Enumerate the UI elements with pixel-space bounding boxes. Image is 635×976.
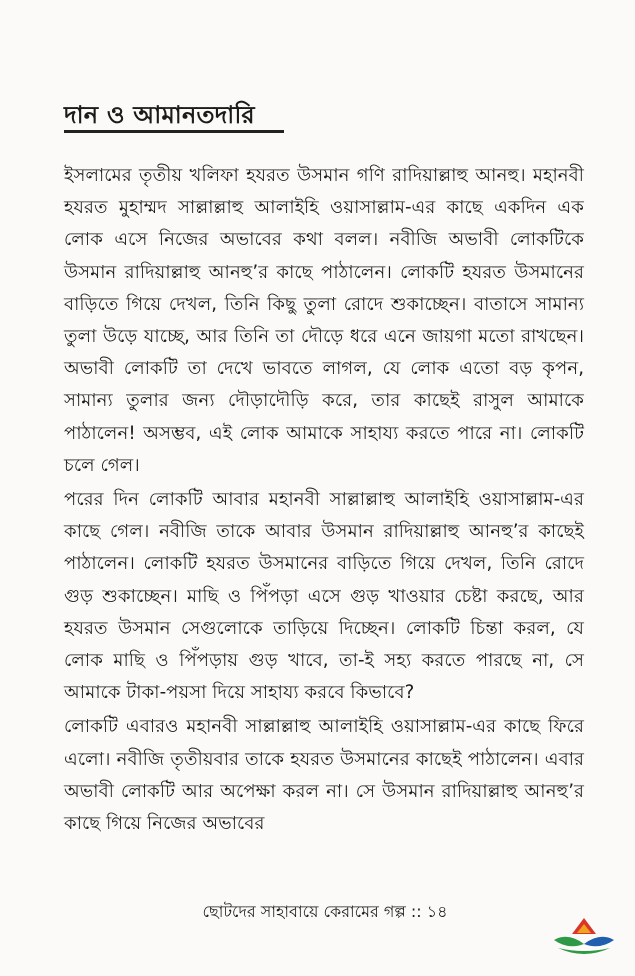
chapter-title: দান ও আমানতদারি xyxy=(64,101,255,129)
publisher-logo-icon xyxy=(548,914,620,958)
running-footer: ছোটদের সাহাবায়ে কেরামের গল্প :: ১৪ xyxy=(202,902,448,921)
paragraph-1: ইসলামের তৃতীয় খলিফা হযরত উসমান গণি রাদিয়াল্লাহু আনহু। মহানবী হযরত মুহাম্মদ সাল্লাল্লাহু আলাইহি ওয়াসাল্লাম-এর কাছে একদিন এক লোক এসে নিজের অভাবের কথা বলল। নবীজি অভাবী লোকটিকে উসমান রাদিয়াল্লাহু আনহু’র কাছে পাঠালেন। লোকটি হযরত উসমানের বাড়িতে গিয়ে দেখল, তিনি কিছু তুলা রোদে শুকাচ্ছেন। বাতাসে সামান্য তুলা উড়ে যাচ্ছে, আর তিনি তা দৌড়ে ধরে এনে জায়গা মতো রাখছেন। অভাবী লোকটি তা দেখে ভাবতে লাগল, যে লোক এতো বড় কৃপন, সামান্য তুলার জন্য দৌড়াদৌড়ি করে, তার কাছেই রাসুল আমাকে পাঠালেন! অসম্ভব, এই লোক আমাকে সাহায্য করতে পারে না। লোকটি চলে গেল। xyxy=(64,165,584,476)
chapter-body xyxy=(64,160,584,842)
title-underline xyxy=(64,130,284,133)
paragraph-3: লোকটি এবারও মহানবী সাল্লাল্লাহু আলাইহি ওয়াসাল্লাম-এর কাছে ফিরে এলো। নবীজি তৃতীয়বার তাকে হযরত উসমানের কাছেই পাঠালেন। এবার অভাবী লোকটি আর অপেক্ষা করল না। সে উসমান রাদিয়াল্লাহু আনহু’র কাছে গিয়ে নিজের অভাবের xyxy=(64,716,584,835)
paragraph-2: পরের দিন লোকটি আবার মহানবী সাল্লাল্লাহু আলাইহি ওয়াসাল্লাম-এর কাছে গেল। নবীজি তাকে আবার উসমান রাদিয়াল্লাহু আনহু’র কাছেই পাঠালেন। লোকটি হযরত উসমানের বাড়িতে গিয়ে দেখল, তিনি রোদে গুড় শুকাচ্ছেন। মাছি ও পিঁপড়া এসে গুড় খাওয়ার চেষ্টা করছে, আর হযরত উসমান সেগুলোকে তাড়িয়ে দিচ্ছেন। লোকটি চিন্তা করল, যে লোক মাছি ও পিঁপড়ায় গুড় খাবে, তা-ই সহ্য করতে পারছে না, সে আমাকে টাকা-পয়সা দিয়ে সাহায্য করবে কিভাবে? xyxy=(64,489,584,704)
